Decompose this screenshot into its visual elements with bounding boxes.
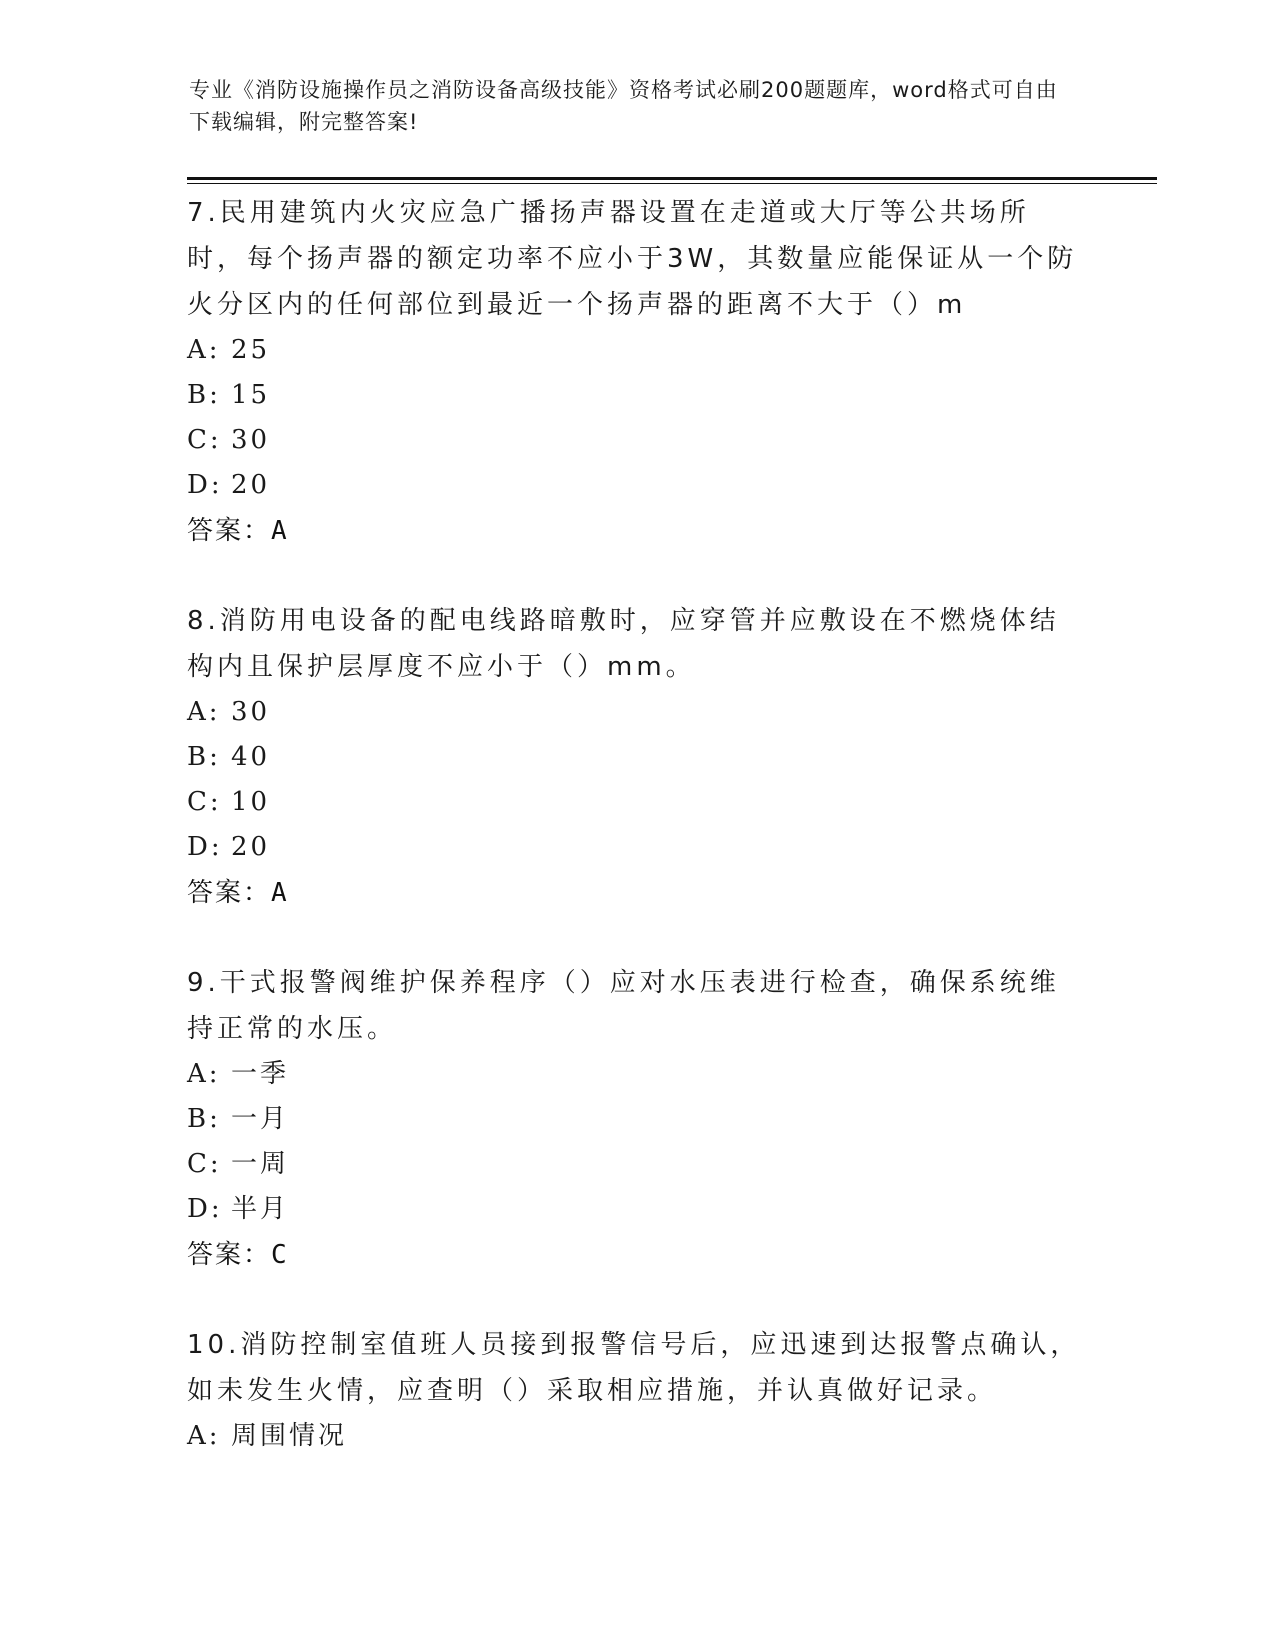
option-value: 30: [231, 425, 271, 455]
option-b: [187, 735, 1087, 780]
answer-label: 答案：: [187, 1240, 272, 1270]
question-text: 8.消防用电设备的配电线路暗敷时，应穿管并应敷设在不燃烧体结构内且保护层厚度不应小于（）mm。: [187, 606, 1060, 682]
option-a: [187, 690, 1087, 735]
question-text: 10.消防控制室值班人员接到报警信号后，应迅速到达报警点确认，如未发生火情，应查明（）采取相应措施，并认真做好记录。: [187, 1330, 1081, 1406]
option-d: [187, 463, 1087, 508]
option-value: 25: [231, 335, 271, 365]
option-letter: C:: [187, 1149, 222, 1179]
question-list: [187, 190, 1087, 1503]
option-c: [187, 1142, 1087, 1187]
question-text: 7.民用建筑内火灾应急广播扬声器设置在走道或大厅等公共场所时，每个扬声器的额定功率不应小于3W，其数量应能保证从一个防火分区内的任何部位到最近一个扬声器的距离不大于（）m: [187, 198, 1078, 320]
option-a: [187, 328, 1087, 373]
option-letter: B:: [187, 380, 221, 410]
option-letter: C:: [187, 787, 222, 817]
option-letter: A:: [187, 697, 221, 727]
option-value: 20: [231, 470, 271, 500]
question-9: [187, 960, 1087, 1278]
header-divider-thick: [187, 177, 1157, 180]
answer-line: [187, 870, 1087, 916]
question-text: 9.干式报警阀维护保养程序（）应对水压表进行检查，确保系统维持正常的水压。: [187, 968, 1060, 1044]
option-letter: D:: [187, 832, 223, 862]
option-b: [187, 373, 1087, 418]
option-value: 30: [231, 697, 271, 727]
option-c: [187, 780, 1087, 825]
option-value: 15: [231, 380, 271, 410]
option-letter: A:: [187, 1059, 221, 1089]
option-value: 一周: [231, 1149, 290, 1179]
option-c: [187, 418, 1087, 463]
document-intro: 专业《消防设施操作员之消防设备高级技能》资格考试必刷200题题库，word格式可自由下载编辑，附完整答案!: [189, 78, 1058, 134]
answer-value: A: [271, 878, 289, 908]
option-value: 一季: [231, 1059, 290, 1089]
question-10: [187, 1322, 1087, 1459]
option-letter: C:: [187, 425, 222, 455]
question-8: [187, 598, 1087, 916]
question-7: [187, 190, 1087, 554]
answer-value: C: [271, 1240, 289, 1270]
option-a: [187, 1414, 1087, 1459]
option-value: 40: [231, 742, 271, 772]
option-d: [187, 825, 1087, 870]
answer-line: [187, 508, 1087, 554]
option-letter: D:: [187, 1194, 223, 1224]
answer-label: 答案：: [187, 878, 272, 908]
option-letter: A:: [187, 335, 221, 365]
option-d: [187, 1187, 1087, 1232]
option-value: 10: [231, 787, 271, 817]
answer-line: [187, 1232, 1087, 1278]
answer-value: A: [271, 516, 289, 546]
option-b: [187, 1097, 1087, 1142]
option-letter: B:: [187, 1104, 221, 1134]
option-a: [187, 1052, 1087, 1097]
option-value: 20: [231, 832, 271, 862]
option-letter: A:: [187, 1421, 221, 1451]
answer-label: 答案：: [187, 516, 272, 546]
option-value: 一月: [231, 1104, 290, 1134]
option-letter: D:: [187, 470, 223, 500]
header-divider-thin: [187, 183, 1157, 184]
option-value: 周围情况: [231, 1421, 348, 1451]
option-letter: B:: [187, 742, 221, 772]
option-value: 半月: [231, 1194, 290, 1224]
